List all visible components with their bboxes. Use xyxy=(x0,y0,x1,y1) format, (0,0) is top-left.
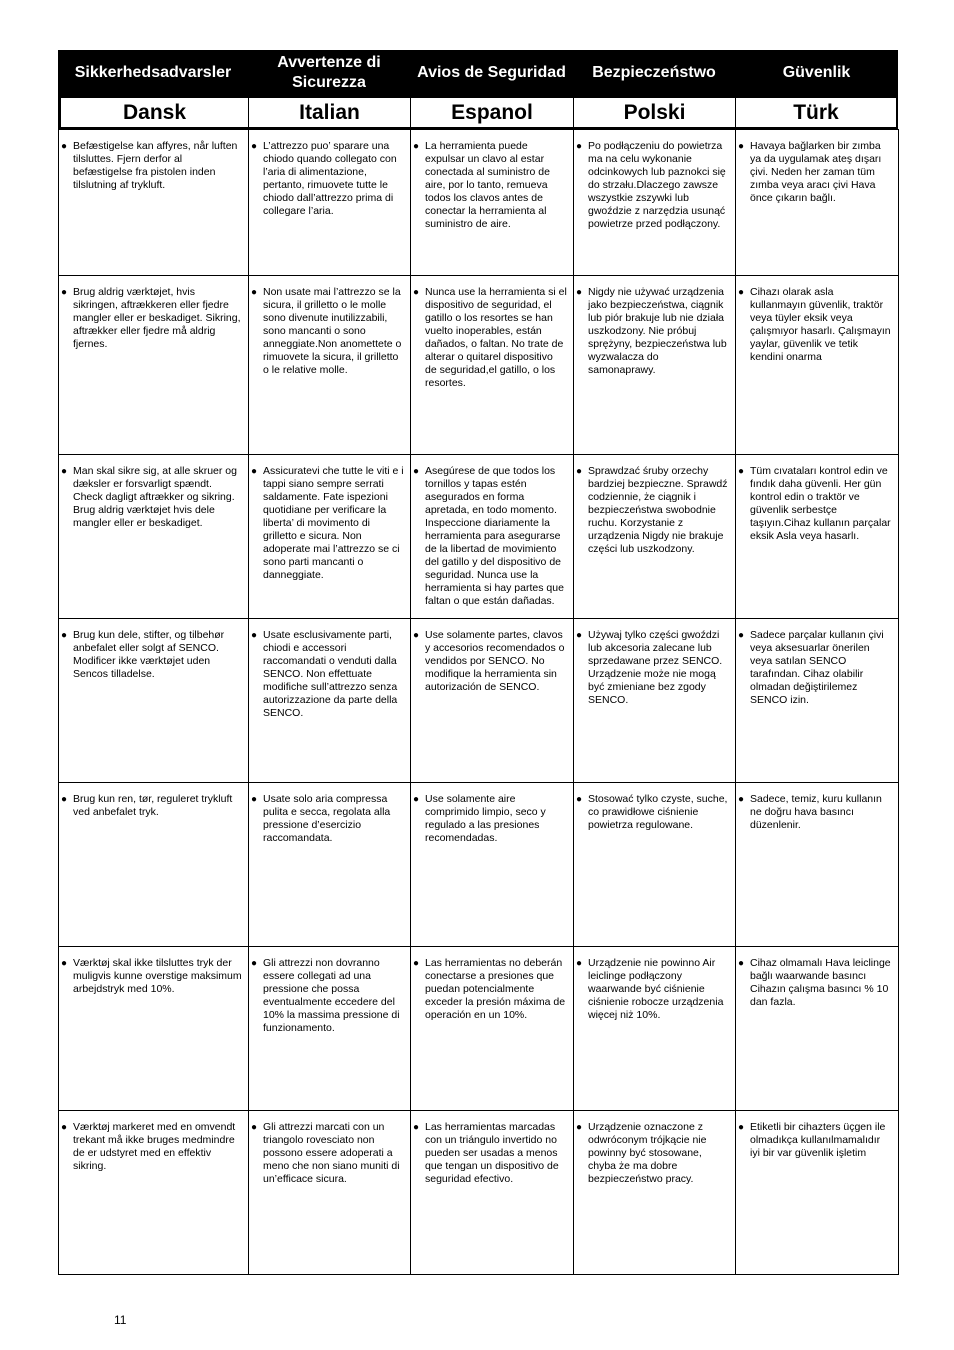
section-header-row xyxy=(58,50,898,96)
header-spanish: Avios de Seguridad xyxy=(410,50,573,96)
warning-text: Nunca use la herramienta si el dispositivo de seguridad, el gatillo o los resortes se han vuelto inoperables, están dañados, o faltan. No trate de alterar o quitarel dispositivo de seguridad,el gatillo, o los resortes. xyxy=(425,286,567,389)
bullet-icon: ● xyxy=(251,1122,258,1133)
warning-text: Nigdy nie używać urządzenia jako bezpieczeństwa, ciągnik lub piór brakuje lub nie działa uszkodzony. Nie próbuj sprężyny, bezpieczeństwa lub wyzwalacza do samonaprawy. xyxy=(588,286,727,376)
warning-cell-italian xyxy=(249,276,411,455)
warning-cell-polish xyxy=(574,947,736,1111)
table-row xyxy=(59,455,899,619)
warning-text: Gli attrezzi non dovranno essere collegati ad una pressione che possa eventualmente eccedere del 10% la massima pressione di funzionamento. xyxy=(263,957,400,1034)
warning-text: Brug kun ren, tør, reguleret trykluft ved anbefalet tryk. xyxy=(73,793,233,818)
warning-text: Brug aldrig værktøjet, hvis sikringen, aftrækkeren eller fjedre mangler eller er beskadiget. Sikring, aftrækker eller fjedre må aldrig fjernes. xyxy=(73,286,241,350)
bullet-icon: ● xyxy=(738,287,745,298)
warning-cell-turkish xyxy=(736,619,899,783)
warning-cell-italian xyxy=(249,947,411,1111)
warning-cell-danish xyxy=(59,947,249,1111)
warning-cell-spanish xyxy=(411,947,574,1111)
bullet-icon: ● xyxy=(61,630,68,641)
warning-text: Værktøj skal ikke tilsluttes tryk der muligvis kunne overstige maksimum arbejdstryk med 10%. xyxy=(73,957,242,995)
language-row xyxy=(61,98,897,127)
warning-text: Urządzenie nie powinno Air leiclinge podłączony waarwande być ciśnienie ciśnienie robocze urządzenia więcej niż 10%. xyxy=(588,957,724,1021)
bullet-icon: ● xyxy=(738,630,745,641)
warning-cell-turkish xyxy=(736,130,899,276)
warning-text: Urządzenie oznaczone z odwróconym trójkącie nie powinny być stosowane, chyba że ma dobre bezpieczeństwo pracy. xyxy=(588,1121,707,1185)
warning-text: Używaj tylko części gwoździ lub akcesoria zalecane lub sprzedawane przez SENCO. Urządzenie może nie mogą być zmieniane bez zgody SENCO. xyxy=(588,629,723,706)
bullet-icon: ● xyxy=(61,958,68,969)
bullet-icon: ● xyxy=(413,794,420,805)
warning-cell-danish xyxy=(59,455,249,619)
warning-cell-spanish xyxy=(411,276,574,455)
header-polish: Bezpieczeństwo xyxy=(573,50,735,96)
language-danish: Dansk xyxy=(61,98,249,127)
warning-cell-spanish xyxy=(411,619,574,783)
language-polish: Polski xyxy=(574,98,736,127)
warning-cell-polish xyxy=(574,276,736,455)
bullet-icon: ● xyxy=(413,630,420,641)
bullet-icon: ● xyxy=(251,794,258,805)
language-turkish: Türk xyxy=(736,98,897,127)
warning-cell-polish xyxy=(574,1111,736,1275)
bullet-icon: ● xyxy=(738,958,745,969)
bullet-icon: ● xyxy=(576,1122,583,1133)
bullet-icon: ● xyxy=(413,141,420,152)
bullet-icon: ● xyxy=(61,287,68,298)
warning-text: Las herramientas no deberán conectarse a presiones que puedan potencialmente exceder la presión máxima de operación en un 10%. xyxy=(425,957,566,1021)
warning-cell-turkish xyxy=(736,455,899,619)
warning-text: Sadece, temiz, kuru kullanın ne doğru hava basıncı düzenlenir. xyxy=(750,793,882,831)
bullet-icon: ● xyxy=(738,1122,745,1133)
table-row xyxy=(59,947,899,1111)
warnings-table xyxy=(58,129,899,1275)
warning-cell-italian xyxy=(249,455,411,619)
bullet-icon: ● xyxy=(251,958,258,969)
warning-cell-spanish xyxy=(411,130,574,276)
table-row xyxy=(59,1111,899,1275)
bullet-icon: ● xyxy=(413,287,420,298)
language-table xyxy=(60,98,897,127)
bullet-icon: ● xyxy=(251,630,258,641)
warning-cell-italian xyxy=(249,130,411,276)
warning-text: Sadece parçalar kullanın çivi veya aksesuarlar önerilen veya satılan SENCO tarafından. Cihaz olabilir olmadan değiştirilemez SENCO izin. xyxy=(750,629,884,706)
bullet-icon: ● xyxy=(576,287,583,298)
table-row xyxy=(59,130,899,276)
header-danish: Sikkerhedsadvarsler xyxy=(58,50,248,96)
header-turkish: Güvenlik xyxy=(735,50,898,96)
bullet-icon: ● xyxy=(576,630,583,641)
warning-text: Tüm cıvataları kontrol edin ve fındık daha güvenli. Her gün kontrol edin o traktör ve güvenlik serbestçe taşıyın.Cihaz kullanın parçalar eksik Asla veya hasarlı. xyxy=(750,465,891,542)
bullet-icon: ● xyxy=(61,794,68,805)
warning-cell-danish xyxy=(59,276,249,455)
warning-cell-turkish xyxy=(736,276,899,455)
language-italian: Italian xyxy=(249,98,411,127)
warning-cell-danish xyxy=(59,619,249,783)
safety-table-container xyxy=(58,50,898,1275)
bullet-icon: ● xyxy=(251,466,258,477)
bullet-icon: ● xyxy=(576,141,583,152)
warning-cell-turkish xyxy=(736,947,899,1111)
bullet-icon: ● xyxy=(576,958,583,969)
warning-text: Las herramientas marcadas con un triángulo invertido no pueden ser usadas a menos que tengan un dispositivo de seguridad efectivo. xyxy=(425,1121,559,1185)
warning-text: Non usate mai l’attrezzo se la sicura, il grilletto o le molle sono divenute inutilizzabili, sono mancanti o sono anneggiate.Non anomettete o rimuovete la sicura, il grilletto o le relative molle. xyxy=(263,286,402,376)
bullet-icon: ● xyxy=(61,466,68,477)
bullet-icon: ● xyxy=(61,1122,68,1133)
warning-text: L’attrezzo puo’ sparare una chiodo quando collegato con l’aria di alimentazione, pertanto, rimuovete tutte le chiodo dall’attrezzo prima di collegare l’aria. xyxy=(263,140,397,217)
warning-text: Befæstigelse kan affyres, når luften tilsluttes. Fjern derfor al befæstigelse fra pistolen inden tilslutning af trykluft. xyxy=(73,140,238,191)
warning-cell-turkish xyxy=(736,783,899,947)
warning-text: Man skal sikre sig, at alle skruer og dæksler er forsvarligt spændt. Check dagligt aftrækker og sikring. Brug aldrig værktøjet hvis dele mangler eller er beskadiget. xyxy=(73,465,237,529)
warning-cell-polish xyxy=(574,619,736,783)
bullet-icon: ● xyxy=(738,466,745,477)
language-spanish: Espanol xyxy=(411,98,574,127)
bullet-icon: ● xyxy=(738,141,745,152)
bullet-icon: ● xyxy=(413,466,420,477)
table-row xyxy=(59,619,899,783)
bullet-icon: ● xyxy=(251,287,258,298)
bullet-icon: ● xyxy=(738,794,745,805)
warning-cell-turkish xyxy=(736,1111,899,1275)
warning-text: Brug kun dele, stifter, og tilbehør anbefalet eller solgt af SENCO. Modificer ikke værktøjet uden Sencos tilladelse. xyxy=(73,629,225,680)
bullet-icon: ● xyxy=(576,794,583,805)
bullet-icon: ● xyxy=(576,466,583,477)
warning-cell-spanish xyxy=(411,783,574,947)
warning-text: La herramienta puede expulsar un clavo al estar conectada al suministro de aire, por lo tanto, remueva todos los clavos antes de conectar la herramienta al suministro de aire. xyxy=(425,140,550,230)
warning-cell-polish xyxy=(574,130,736,276)
warning-cell-danish xyxy=(59,130,249,276)
warning-cell-spanish xyxy=(411,1111,574,1275)
warning-cell-danish xyxy=(59,783,249,947)
header-italian: Avvertenze di Sicurezza xyxy=(248,50,410,96)
warning-cell-danish xyxy=(59,1111,249,1275)
warning-text: Sprawdzać śruby orzechy bardziej bezpieczne. Sprawdź codziennie, że ciągnik i bezpieczeństwa swobodnie ruchu. Korzystanie z urządzenia Nigdy nie brakuje części lub uszkodzony. xyxy=(588,465,728,555)
warning-text: Stosować tylko czyste, suche, co prawidłowe ciśnienie powietrza regulowane. xyxy=(588,793,728,831)
bullet-icon: ● xyxy=(61,141,68,152)
warning-text: Usate esclusivamente parti, chiodi e accessori raccomandati o venduti dalla SENCO. Non effettuate modifiche sull’attrezzo senza autorizzazione da parte della SENCO. xyxy=(263,629,398,719)
bullet-icon: ● xyxy=(413,1122,420,1133)
warning-text: Asegúrese de que todos los tornillos y tapas estén asegurados en forma apretada, en todo momento. Inspeccione diariamente la herramienta para asegurarse de la libertad de movimiento del gatillo y del dispositivo de seguridad. Nunca use la herramienta si hay partes que faltan o que están dañadas. xyxy=(425,465,564,607)
warning-text: Assicuratevi che tutte le viti e i tappi siano sempre serrati saldamente. Fate ispezioni quotidiane per verificare la liberta’ di movimento di grilletto e sicura. Non adoperate mai l’attrezzo se ci sono parti mancanti o danneggiate. xyxy=(263,465,404,581)
warning-cell-polish xyxy=(574,783,736,947)
warning-cell-italian xyxy=(249,619,411,783)
safety-header-table xyxy=(58,50,898,96)
warning-cell-polish xyxy=(574,455,736,619)
warning-cell-italian xyxy=(249,1111,411,1275)
table-row xyxy=(59,783,899,947)
language-row-frame xyxy=(58,96,898,129)
warning-text: Use solamente partes, clavos y accesorios recomendados o vendidos por SENCO. No modifique la herramienta sin autorización de SENCO. xyxy=(425,629,565,693)
warning-text: Usate solo aria compressa pulita e secca, regolata alla pressione d’esercizio raccomandata. xyxy=(263,793,391,844)
warning-cell-italian xyxy=(249,783,411,947)
bullet-icon: ● xyxy=(251,141,258,152)
warning-text: Cihaz olmamalı Hava leiclinge bağlı waarwande basıncı Cihazın çalışma basıncı % 10 dan fazla. xyxy=(750,957,891,1008)
warning-text: Cihazı olarak asla kullanmayın güvenlik, traktör veya tüyler eksik veya çalışmıyor hasarlı. Çalışmayın yaylar, güvenlik ve tetik kendini onarma xyxy=(750,286,891,363)
warning-text: Use solamente aire comprimido limpio, seco y regulado a las presiones recomendadas. xyxy=(425,793,546,844)
table-row xyxy=(59,276,899,455)
page-number: 11 xyxy=(114,1313,127,1327)
warning-text: Havaya bağlarken bir zımba ya da uygulamak ateş dışarı çivi. Neden her zaman tüm zımba veya aracı çivi Hava önce çıkarın bağlı. xyxy=(750,140,882,204)
warning-text: Gli attrezzi marcati con un triangolo rovesciato non possono essere adoperati a meno che non siano muniti di un’efficace sicura. xyxy=(263,1121,400,1185)
warning-text: Etiketli bir cihazters üçgen ile olmadıkça kullanılmamalıdır iyi bir var güvenlik işletim xyxy=(750,1121,886,1159)
bullet-icon: ● xyxy=(413,958,420,969)
warning-text: Værktøj markeret med en omvendt trekant må ikke bruges medmindre de er udstyret med en effektiv sikring. xyxy=(73,1121,236,1172)
warning-text: Po podłączeniu do powietrza ma na celu wykonanie odcinkowych lub paznokci się do strzału.Dlaczego zawsze wszystkie zszywki lub gwoździe z narzędzia usunąć powietrze przed podłączony. xyxy=(588,140,726,230)
warning-cell-spanish xyxy=(411,455,574,619)
